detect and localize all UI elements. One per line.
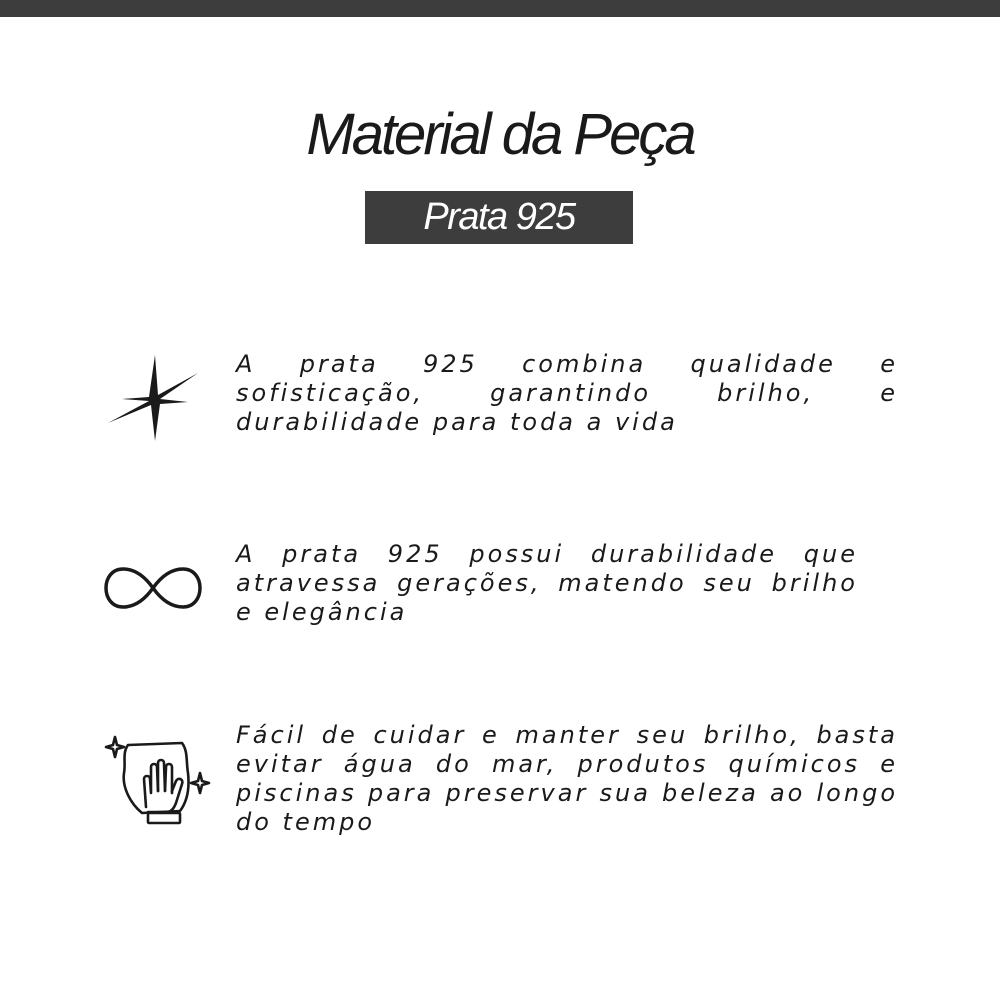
feature-text: A prata 925 possui durabilidade que atravessa gerações, matendo seu brilho e elegância [236,540,858,626]
top-bar [0,0,1000,17]
cleaning-hand-cloth-icon [102,733,214,833]
material-badge [365,191,633,244]
feature-text: Fácil de cuidar e manter seu brilho, basta evitar água do mar, produtos químicos e piscinas para preservar sua beleza ao longo do tempo [236,721,898,836]
sparkle-star-icon [108,355,198,445]
infinity-icon [103,566,203,614]
material-badge-label: Prata 925 [423,196,575,238]
page-title: Material da Peça [306,102,694,167]
feature-text: A prata 925 combina qualidade e sofisticação, garantindo brilho, e durabilidade para toda a vida [236,350,898,436]
